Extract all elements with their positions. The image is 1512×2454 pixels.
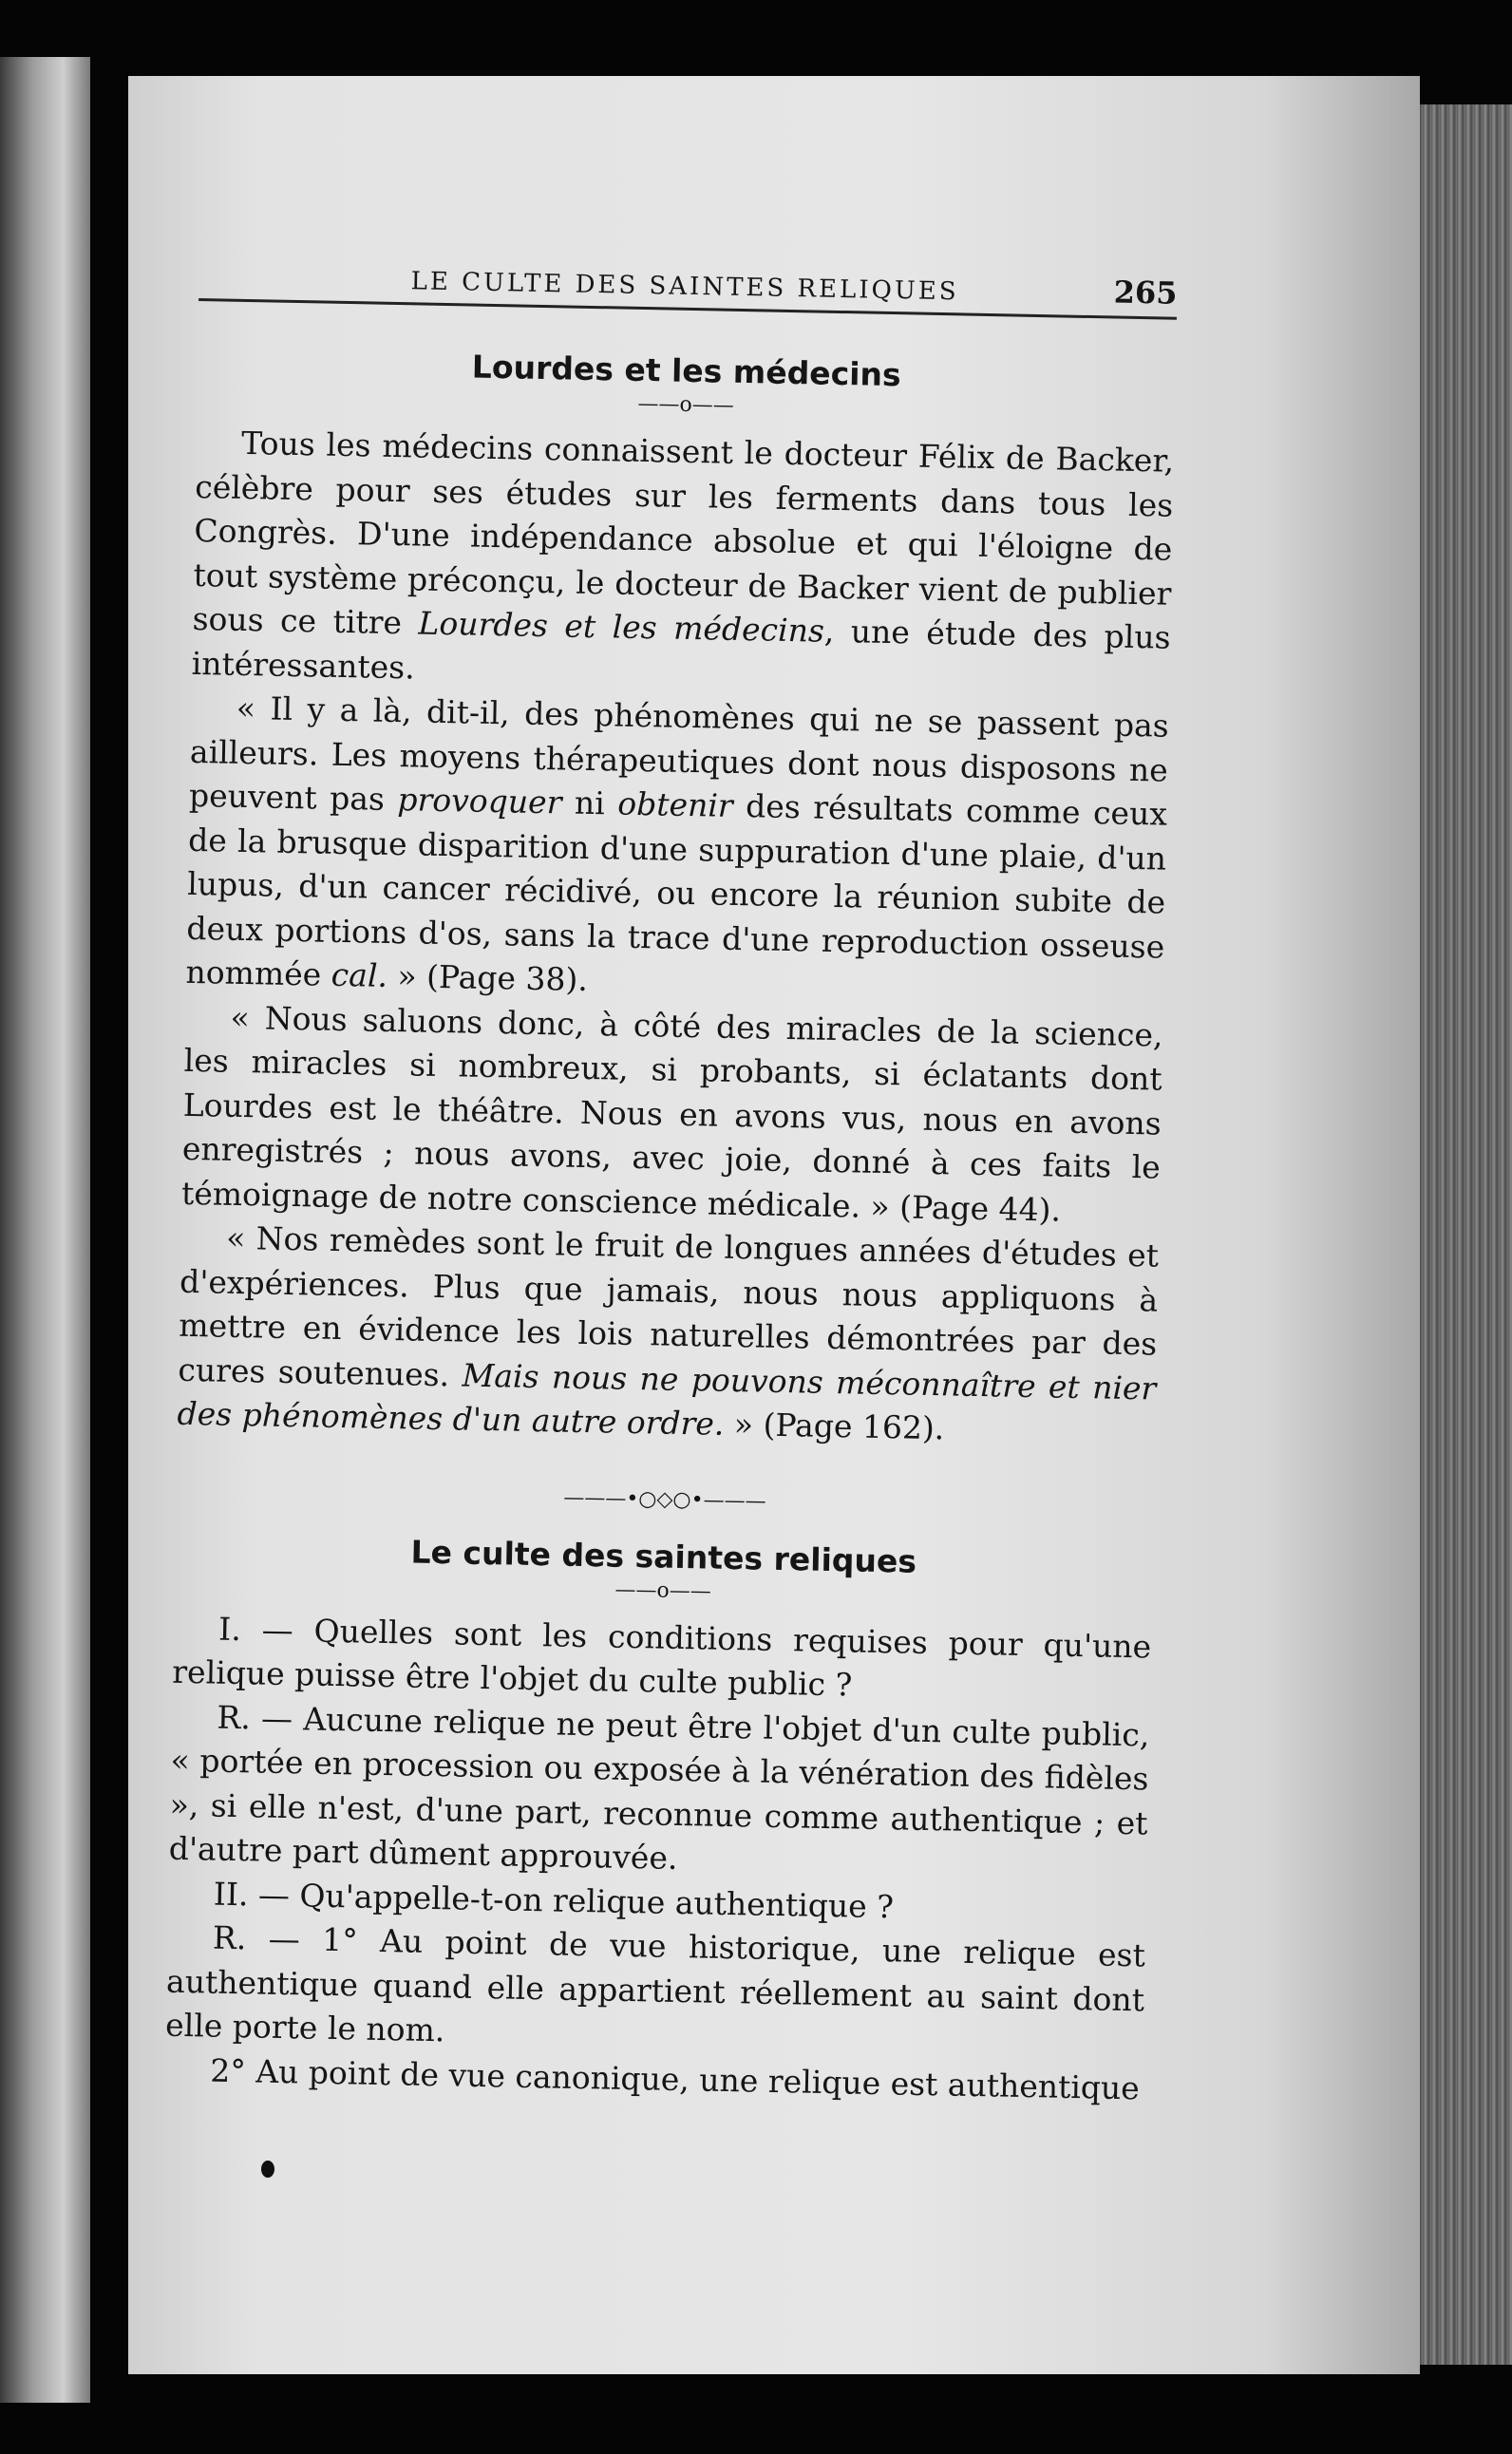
- italic-run: Lourdes et les médecins: [418, 604, 825, 650]
- section-separator: ———•○◇○•———: [563, 1485, 766, 1514]
- title-ornament: ——o——: [637, 391, 734, 418]
- running-title: LE CULTE DES SAINTES RELIQUES: [410, 267, 959, 307]
- text-run: « Il y a là, dit-il, des phénomènes qui ne se passent pas ailleurs. Les moyens thérapeutiques dont nous disposons ne peuvent pas: [188, 689, 1170, 819]
- paragraph: I. — Quelles sont les conditions requises pour qu'une relique puisse être l'objet du culte public ?: [172, 1610, 1152, 1704]
- paragraph: [191, 421, 1174, 705]
- book-page-edges: [1406, 104, 1512, 2365]
- title-ornament: ——o——: [614, 1577, 711, 1604]
- italic-run: provoquer: [397, 781, 562, 821]
- text-run: ni: [561, 783, 618, 822]
- text-run: « Nos remèdes sont le fruit de longues années d'études et d'expériences. Plus que jamais, nous nous appliquons à mettre en évidence les lois naturelles démontrées par des cures soutenues.: [178, 1218, 1160, 1394]
- paragraph: [177, 1216, 1159, 1455]
- section-title-lourdes: Lourdes et les médecins: [471, 348, 902, 394]
- section-title-reliques: Le culte des saintes reliques: [410, 1533, 917, 1580]
- paragraph: II. — Qu'appelle-t-on relique authentique ?: [213, 1875, 895, 1925]
- text-run: Tous les médecins connaissent le docteur Félix de Backer, célèbre pour ses études sur les ferments dans tous les Congrès. D'une indépendance absolue et qui l'éloigne de tout système préconçu, le docteur de Backer vient de publier sous ce titre: [192, 424, 1175, 642]
- left-page-edge: [0, 57, 90, 2403]
- paragraph: R. — 1° Au point de vue historique, une relique est authentique quand elle appartient réellement au saint dont elle porte le nom.: [164, 1918, 1146, 2049]
- italic-run: obtenir: [616, 784, 734, 824]
- paragraph: [185, 686, 1169, 1013]
- text-run: » (Page 38).: [387, 956, 589, 998]
- ink-spot: [261, 2161, 274, 2178]
- page-text-block: [164, 256, 1178, 2110]
- text-run: » (Page 162).: [724, 1405, 945, 1447]
- paragraph: 2° Au point de vue canonique, une relique est authentique: [209, 2051, 1141, 2106]
- text-run: des résultats comme ceux de la brusque disparition d'une suppuration d'une plaie, d'un lupus, d'un cancer récidivé, ou encore la réunion subite de deux portions d'os, sans la trace d'une reproduction osseuse nommée: [185, 786, 1168, 993]
- paragraph: « Nous saluons donc, à côté des miracles de la science, les miracles si nombreux, si probants, si éclatants dont Lourdes est le théâtre. Nous en avons vus, nous en avons enregistrés ; nous avons, avec joie, donné à ces faits le témoignage de notre conscience médicale. » (Page 44).: [180, 998, 1163, 1229]
- italic-run: Mais nous ne pouvons méconnaître et nier des phénomènes d'un autre ordre.: [177, 1356, 1157, 1443]
- text-run: , une étude des plus intéressantes.: [191, 612, 1171, 686]
- paragraph: R. — Aucune relique ne peut être l'objet d'un culte public, « portée en procession ou exposée à la vénération des fidèles », si elle n'est, d'une part, reconnue comme authentique ; et d'autre part dûment approuvée.: [168, 1698, 1150, 1877]
- page-number: 265: [1113, 274, 1178, 311]
- italic-run: cal.: [331, 955, 388, 994]
